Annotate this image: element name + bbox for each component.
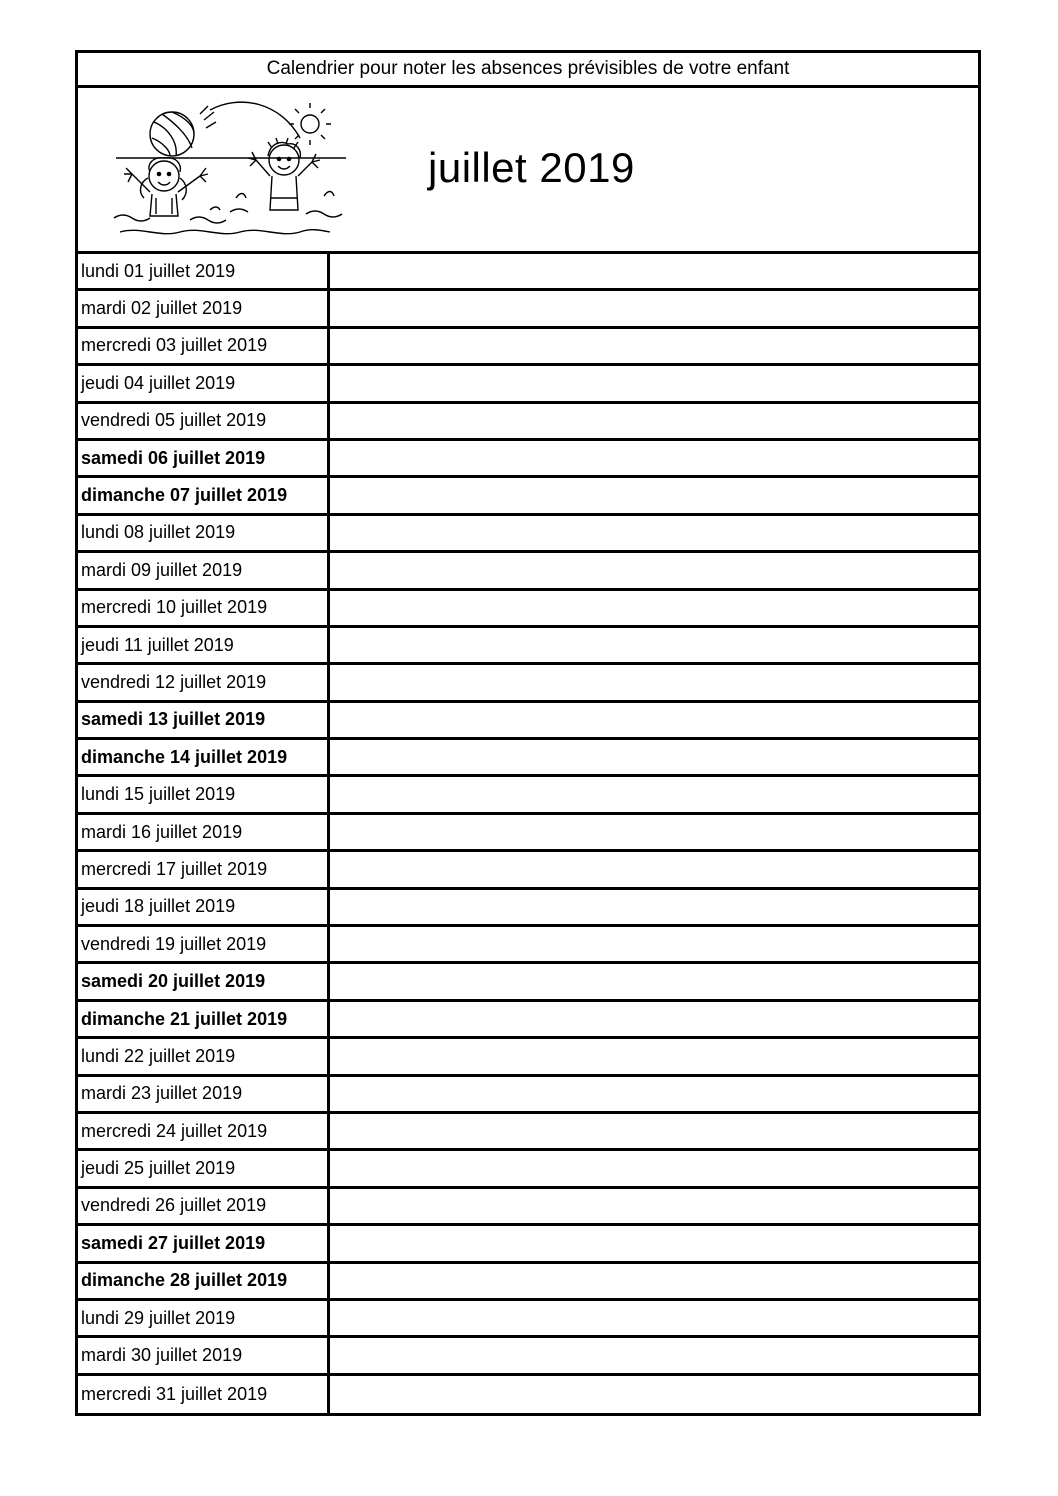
- day-label: samedi 20 juillet 2019: [78, 964, 330, 998]
- table-row: [78, 1039, 978, 1076]
- day-label: lundi 29 juillet 2019: [78, 1301, 330, 1335]
- absence-note-cell[interactable]: [330, 740, 978, 774]
- day-label: vendredi 05 juillet 2019: [78, 404, 330, 438]
- kids-beach-ball-icon: [110, 98, 350, 243]
- day-label: vendredi 19 juillet 2019: [78, 927, 330, 961]
- table-row: [78, 1376, 978, 1413]
- absence-note-cell[interactable]: [330, 703, 978, 737]
- day-label: mardi 09 juillet 2019: [78, 553, 330, 587]
- table-row: [78, 516, 978, 553]
- absence-note-cell[interactable]: [330, 1264, 978, 1298]
- table-row: [78, 404, 978, 441]
- absence-note-cell[interactable]: [330, 665, 978, 699]
- table-row: [78, 1151, 978, 1188]
- day-label: vendredi 12 juillet 2019: [78, 665, 330, 699]
- day-rows: [78, 254, 978, 1413]
- day-label: lundi 08 juillet 2019: [78, 516, 330, 550]
- calendar-sheet: [75, 50, 981, 1416]
- day-label: samedi 06 juillet 2019: [78, 441, 330, 475]
- table-row: [78, 254, 978, 291]
- absence-note-cell[interactable]: [330, 1189, 978, 1223]
- absence-note-cell[interactable]: [330, 441, 978, 475]
- day-label: mercredi 03 juillet 2019: [78, 329, 330, 363]
- absence-note-cell[interactable]: [330, 516, 978, 550]
- day-label: mercredi 17 juillet 2019: [78, 852, 330, 886]
- table-row: [78, 553, 978, 590]
- day-label: jeudi 11 juillet 2019: [78, 628, 330, 662]
- absence-note-cell[interactable]: [330, 1114, 978, 1148]
- table-row: [78, 1264, 978, 1301]
- day-label: dimanche 28 juillet 2019: [78, 1264, 330, 1298]
- absence-note-cell[interactable]: [330, 254, 978, 288]
- table-row: [78, 890, 978, 927]
- calendar-title: Calendrier pour noter les absences prévisibles de votre enfant: [78, 53, 978, 88]
- absence-note-cell[interactable]: [330, 1151, 978, 1185]
- table-row: [78, 1077, 978, 1114]
- table-row: [78, 591, 978, 628]
- table-row: [78, 927, 978, 964]
- absence-note-cell[interactable]: [330, 964, 978, 998]
- day-label: samedi 27 juillet 2019: [78, 1226, 330, 1260]
- absence-note-cell[interactable]: [330, 291, 978, 325]
- day-label: mercredi 10 juillet 2019: [78, 591, 330, 625]
- day-label: lundi 15 juillet 2019: [78, 777, 330, 811]
- absence-note-cell[interactable]: [330, 1002, 978, 1036]
- day-label: dimanche 14 juillet 2019: [78, 740, 330, 774]
- absence-note-cell[interactable]: [330, 366, 978, 400]
- table-row: [78, 291, 978, 328]
- day-label: mardi 30 juillet 2019: [78, 1338, 330, 1372]
- day-label: mardi 16 juillet 2019: [78, 815, 330, 849]
- table-row: [78, 628, 978, 665]
- table-row: [78, 665, 978, 702]
- absence-note-cell[interactable]: [330, 890, 978, 924]
- day-label: lundi 01 juillet 2019: [78, 254, 330, 288]
- table-row: [78, 441, 978, 478]
- absence-note-cell[interactable]: [330, 1077, 978, 1111]
- absence-note-cell[interactable]: [330, 1301, 978, 1335]
- table-row: [78, 703, 978, 740]
- table-row: [78, 1301, 978, 1338]
- table-row: [78, 1189, 978, 1226]
- absence-note-cell[interactable]: [330, 777, 978, 811]
- absence-note-cell[interactable]: [330, 1039, 978, 1073]
- table-row: [78, 1002, 978, 1039]
- table-row: [78, 1338, 978, 1375]
- day-label: mardi 02 juillet 2019: [78, 291, 330, 325]
- table-row: [78, 777, 978, 814]
- day-label: lundi 22 juillet 2019: [78, 1039, 330, 1073]
- day-label: samedi 13 juillet 2019: [78, 703, 330, 737]
- absence-note-cell[interactable]: [330, 1338, 978, 1372]
- absence-note-cell[interactable]: [330, 1226, 978, 1260]
- month-title: juillet 2019: [428, 144, 635, 191]
- table-row: [78, 815, 978, 852]
- absence-note-cell[interactable]: [330, 553, 978, 587]
- table-row: [78, 964, 978, 1001]
- table-row: [78, 1226, 978, 1263]
- absence-note-cell[interactable]: [330, 927, 978, 961]
- day-label: jeudi 18 juillet 2019: [78, 890, 330, 924]
- table-row: [78, 740, 978, 777]
- day-label: mardi 23 juillet 2019: [78, 1077, 330, 1111]
- day-label: jeudi 04 juillet 2019: [78, 366, 330, 400]
- absence-note-cell[interactable]: [330, 478, 978, 512]
- absence-note-cell[interactable]: [330, 329, 978, 363]
- absence-note-cell[interactable]: [330, 852, 978, 886]
- calendar-banner: [78, 88, 978, 254]
- day-label: dimanche 21 juillet 2019: [78, 1002, 330, 1036]
- day-label: vendredi 26 juillet 2019: [78, 1189, 330, 1223]
- absence-note-cell[interactable]: [330, 591, 978, 625]
- day-label: dimanche 07 juillet 2019: [78, 478, 330, 512]
- table-row: [78, 1114, 978, 1151]
- absence-note-cell[interactable]: [330, 815, 978, 849]
- table-row: [78, 329, 978, 366]
- day-label: mercredi 31 juillet 2019: [78, 1376, 330, 1413]
- table-row: [78, 366, 978, 403]
- day-label: jeudi 25 juillet 2019: [78, 1151, 330, 1185]
- day-label: mercredi 24 juillet 2019: [78, 1114, 330, 1148]
- absence-note-cell[interactable]: [330, 628, 978, 662]
- table-row: [78, 852, 978, 889]
- absence-note-cell[interactable]: [330, 404, 978, 438]
- table-row: [78, 478, 978, 515]
- absence-note-cell[interactable]: [330, 1376, 978, 1413]
